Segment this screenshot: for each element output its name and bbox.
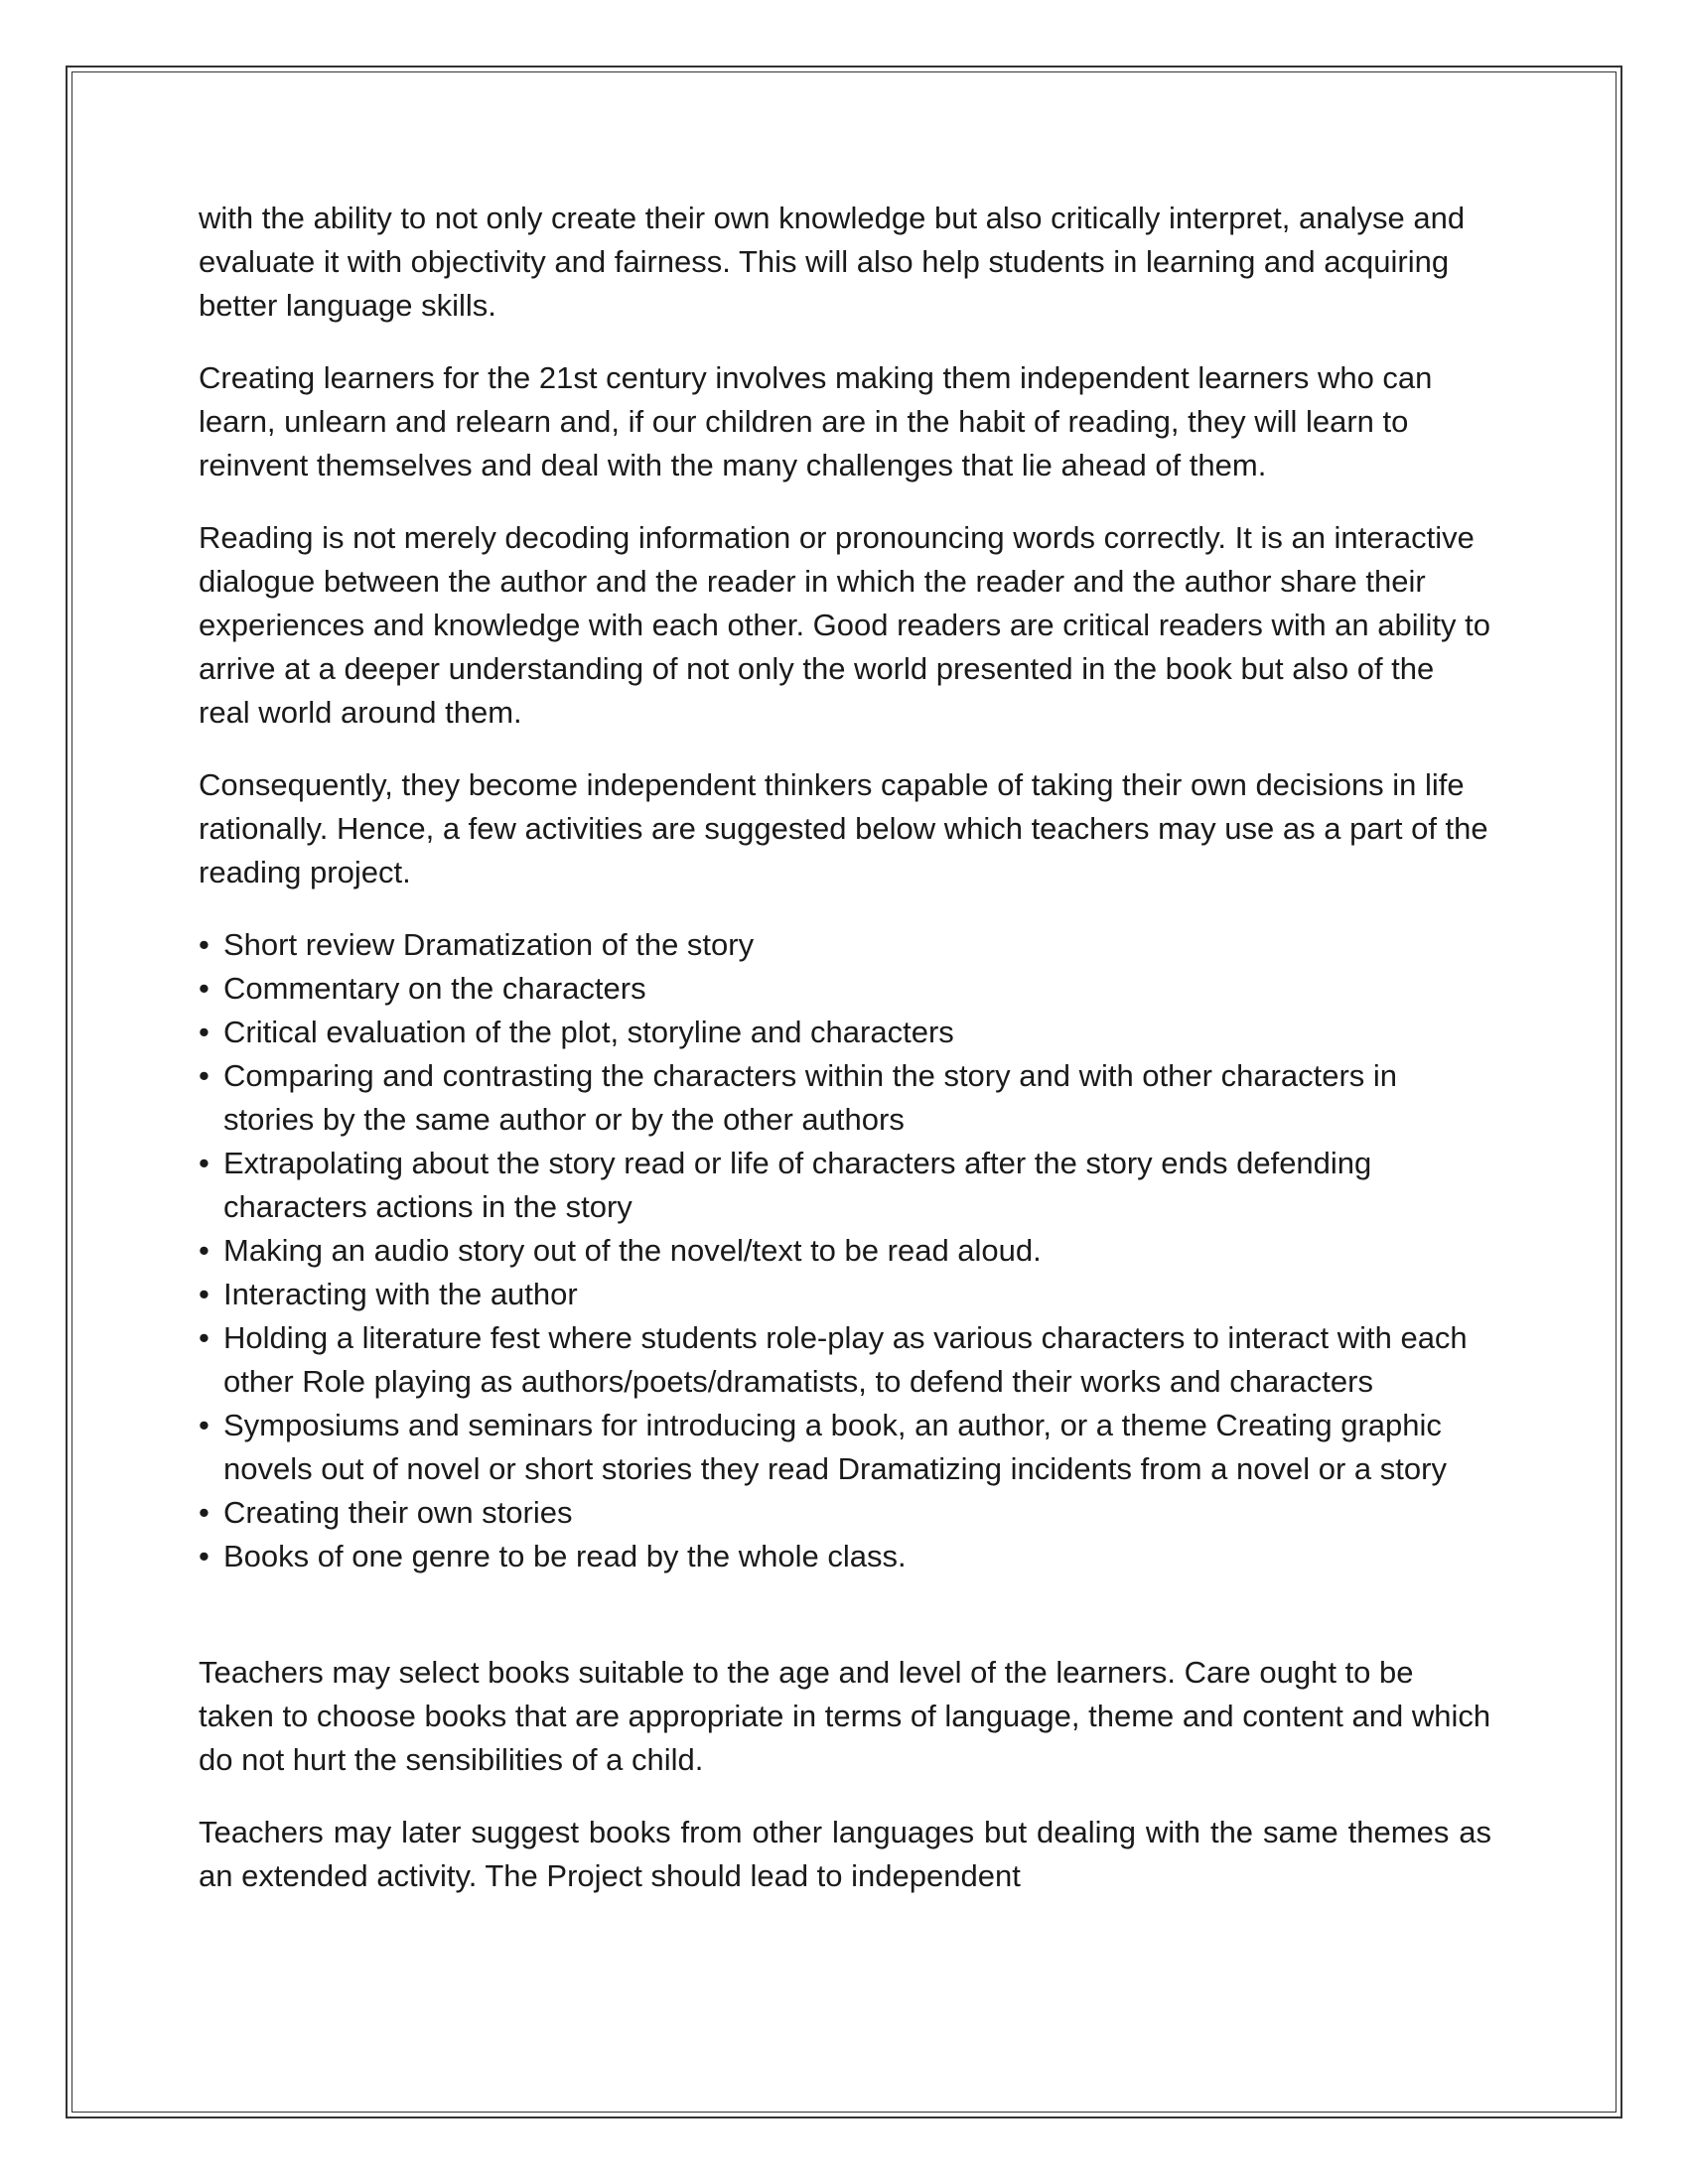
paragraph-1: with the ability to not only create their own knowledge but also critically interpret, analyse and evaluate it with objectivity and fairness. This will also help students in learning and acquiring better language skills. xyxy=(199,201,1466,323)
list-item: • Critical evaluation of the plot, storyline and characters xyxy=(199,1011,1491,1054)
list-item: • Extrapolating about the story read or life of characters after the story ends defending characters actions in the story xyxy=(199,1142,1491,1229)
list-item: • Holding a literature fest where students role-play as various characters to interact with each other Role playing as authors/poets/dramatists, to defend their works and characters xyxy=(199,1316,1491,1404)
list-item: • Symposiums and seminars for introducing a book, an author, or a theme Creating graphic novels out of novel or short stories they read Dramatizing incidents from a novel or a story xyxy=(199,1404,1491,1491)
list-item: • Commentary on the characters xyxy=(199,967,1491,1011)
list-item: • Interacting with the author xyxy=(199,1273,1491,1316)
paragraph-6: Teachers may later suggest books from other languages but dealing with the same themes as an extended activity. The Project should lead to independent xyxy=(199,1815,1491,1893)
list-item: • Creating their own stories xyxy=(199,1491,1491,1535)
list-item: • Books of one genre to be read by the whole class. xyxy=(199,1535,1491,1578)
paragraph-3: Reading is not merely decoding information or pronouncing words correctly. It is an interactive dialogue between the author and the reader in which the reader and the author share their experiences and knowledge with each other. Good readers are critical readers with an ability to arrive at a deeper understanding of not only the world presented in the book but also of the real world around them. xyxy=(199,520,1491,730)
list-item: • Making an audio story out of the novel/text to be read aloud. xyxy=(199,1229,1491,1273)
list-item: • Comparing and contrasting the characters within the story and with other characters in stories by the same author or by the other authors xyxy=(199,1054,1491,1142)
list-item: • Short review Dramatization of the story xyxy=(199,923,1491,967)
section-spacer xyxy=(199,1578,1491,1651)
paragraph-4: Consequently, they become independent thinkers capable of taking their own decisions in life rationally. Hence, a few activities are suggested below which teachers may use as a part of the reading project. xyxy=(199,767,1488,889)
paragraph-2: Creating learners for the 21st century involves making them independent learners who can learn, unlearn and relearn and, if our children are in the habit of reading, they will learn to reinvent themselves and deal with the many challenges that lie ahead of them. xyxy=(199,360,1433,482)
page-content xyxy=(199,197,1491,1927)
activity-list xyxy=(199,923,1491,1578)
paragraph-5: Teachers may select books suitable to the age and level of the learners. Care ought to be taken to choose books that are appropriate in terms of language, theme and content and which do not hurt the sensibilities of a child. xyxy=(199,1655,1491,1777)
